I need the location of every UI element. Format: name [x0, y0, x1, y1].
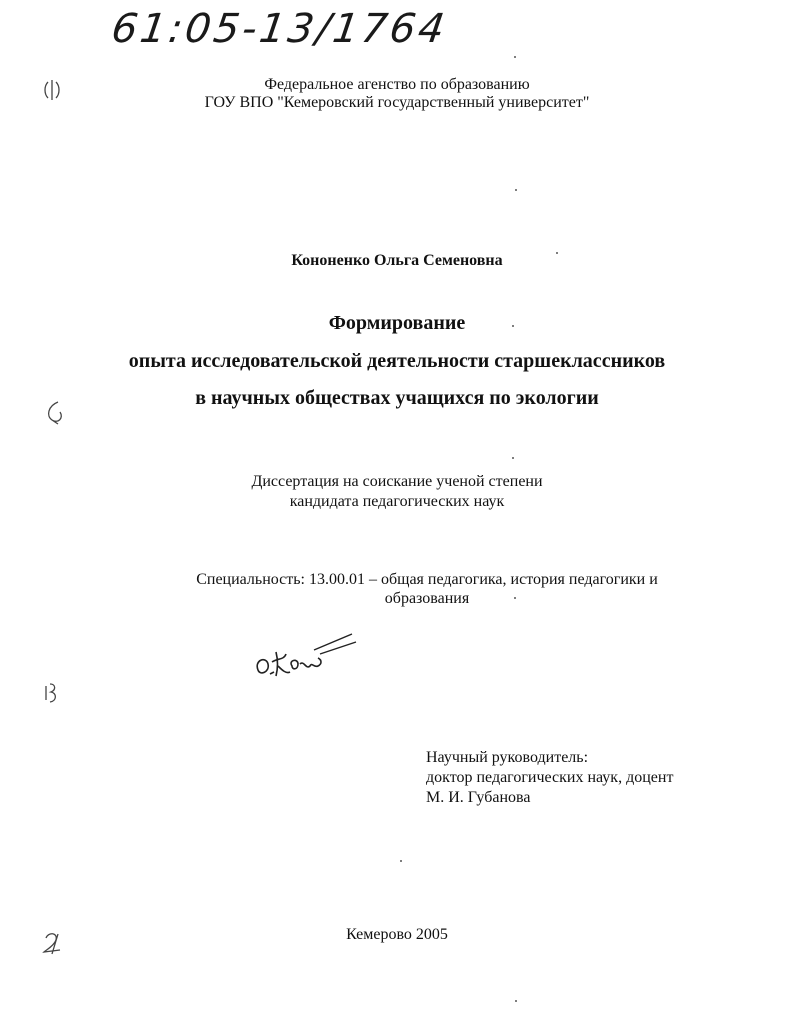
specialty-line-1: Специальность: 13.00.01 – общая педагогика, история педагогики и — [196, 571, 658, 588]
title-line-1: Формирование — [328, 312, 466, 334]
scan-speck — [515, 1000, 517, 1002]
handwritten-archive-number: 61:05-13/1764 — [108, 6, 451, 52]
scan-speck — [515, 189, 517, 191]
advisor-degree: доктор педагогических наук, доцент — [426, 769, 674, 786]
author-name: Кононенко Ольга Семеновна — [291, 252, 503, 269]
margin-hole-mark-3 — [42, 680, 62, 706]
advisor-label: Научный руководитель: — [426, 749, 589, 766]
scan-speck — [556, 252, 558, 254]
city-year: Кемерово 2005 — [346, 926, 448, 943]
margin-hole-mark-2 — [42, 398, 68, 426]
margin-hole-mark-1 — [42, 78, 62, 102]
university-name: ГОУ ВПО "Кемеровский государственный университет" — [204, 94, 590, 111]
margin-hole-mark-4 — [40, 930, 66, 956]
agency-name: Федеральное агенство по образованию — [264, 76, 530, 93]
scan-speck — [512, 325, 514, 327]
scan-speck — [514, 56, 516, 58]
degree-line-1: Диссертация на соискание ученой степени — [251, 473, 543, 490]
handwritten-signature — [252, 630, 362, 686]
advisor-block — [426, 748, 673, 808]
scan-speck — [514, 597, 516, 599]
title-line-2: опыта исследовательской деятельности старшеклассников — [128, 350, 666, 372]
advisor-name: М. И. Губанова — [426, 789, 531, 806]
scan-speck — [400, 860, 402, 862]
specialty-line-2: образования — [384, 590, 470, 607]
degree-line-2: кандидата педагогических наук — [289, 493, 505, 510]
scan-speck — [512, 457, 514, 459]
title-line-3: в научных обществах учащихся по экологии — [195, 387, 599, 409]
